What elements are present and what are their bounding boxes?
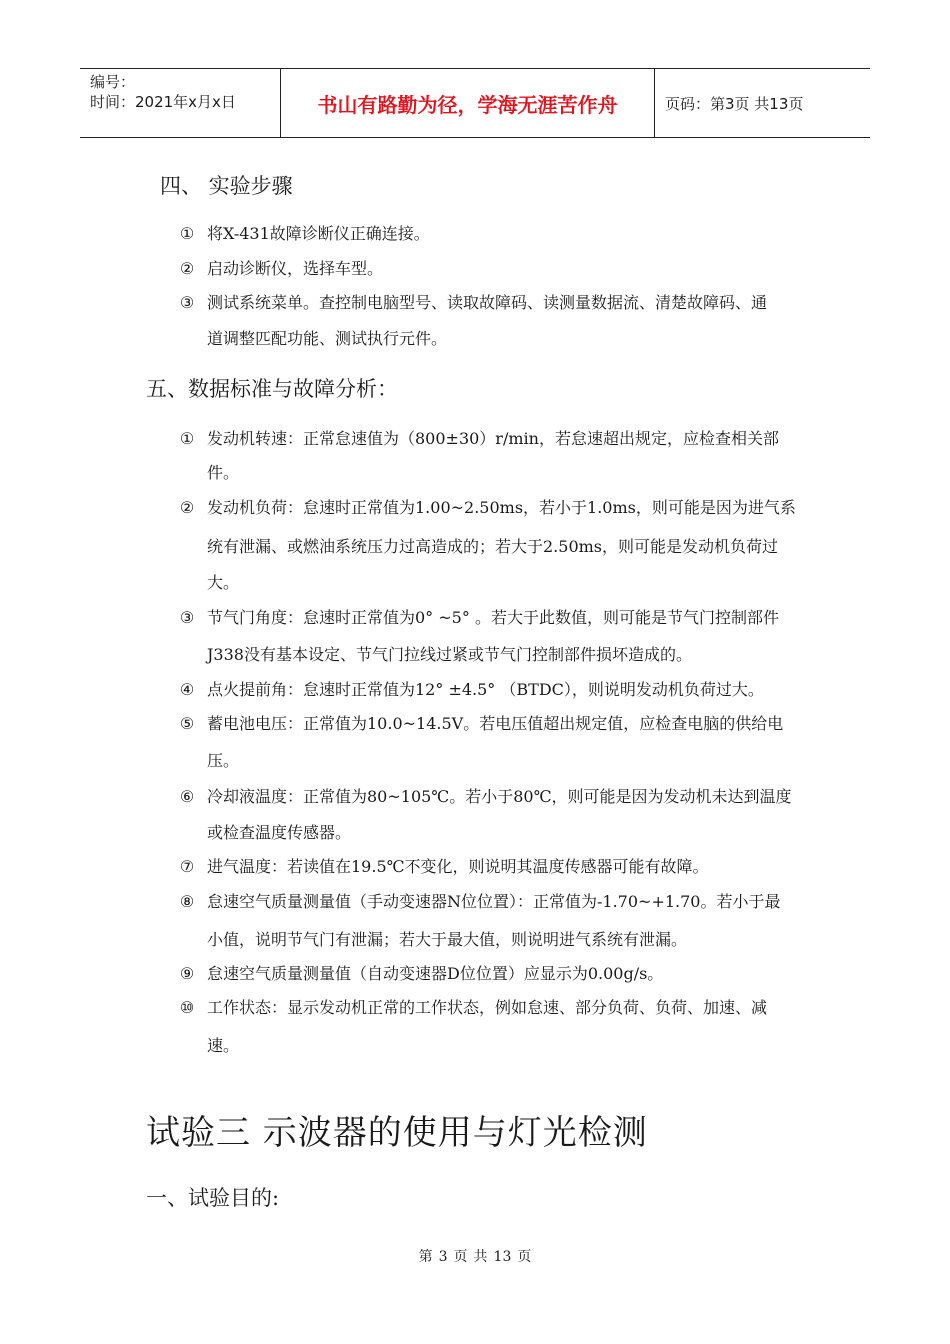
item-text-continued: 或检查温度传感器。 [207, 823, 352, 842]
footer-text: 页 [517, 1249, 532, 1265]
item-text: 点火提前角：怠速时正常值为12° ±4.5° （BTDC），则说明发动机负荷过大。 [207, 680, 764, 699]
footer-page-number: 3 [438, 1249, 448, 1265]
item-number: ③ [179, 608, 195, 627]
item-text-continued: 压。 [207, 751, 240, 770]
item-number: ④ [179, 680, 195, 699]
section5-heading: 五、数据标准与故障分析： [146, 377, 398, 401]
item-number: ⑤ [179, 714, 195, 733]
item-text-continued: 件。 [207, 463, 240, 482]
item-text: 怠速空气质量测量值（自动变速器D位位置）应显示为0.00g/s。 [207, 964, 664, 983]
item-number: ② [179, 498, 195, 517]
item-number: ② [179, 259, 195, 278]
item-number: ① [179, 224, 195, 243]
item-number: ⑧ [179, 892, 195, 911]
item-number: ⑥ [179, 787, 195, 806]
footer-text: 页 [453, 1249, 468, 1265]
item-text: 启动诊断仪，选择车型。 [207, 259, 384, 278]
footer-total-pages: 13 [493, 1249, 512, 1265]
header-page-number: 页码：第3页 共13页 [665, 94, 804, 113]
item-text: 进气温度：若读值在19.5℃不变化，则说明其温度传感器可能有故障。 [207, 857, 709, 876]
page-footer [0, 1246, 950, 1266]
item-text-continued: 大。 [207, 573, 240, 592]
item-number: ⑩ [179, 998, 195, 1017]
header-motto: 书山有路勤为径，学海无涯苦作舟 [281, 69, 655, 137]
item-text: 节气门角度：怠速时正常值为0° ~5° 。若大于此数值，则可能是节气门控制部件 [207, 608, 779, 627]
document-date-label: 时间：2021年x月x日 [90, 93, 236, 111]
item-text: 发动机转速：正常怠速值为（800±30）r/min，若怠速超出规定，应检查相关部 [207, 429, 779, 448]
item-text: 工作状态：显示发动机正常的工作状态，例如怠速、部分负荷、负荷、加速、减 [207, 998, 768, 1017]
item-text-continued: 道调整匹配功能、测试执行元件。 [207, 329, 448, 348]
experiment-title: 试验三 示波器的使用与灯光检测 [146, 1113, 648, 1153]
page-header [80, 68, 870, 138]
item-text: 冷却液温度：正常值为80~105℃。若小于80℃，则可能是因为发动机未达到温度 [207, 787, 792, 806]
item-number: ③ [179, 293, 195, 312]
footer-text: 第 [418, 1249, 433, 1265]
item-text-continued: 统有泄漏、或燃油系统压力过高造成的；若大于2.50ms，则可能是发动机负荷过 [207, 537, 779, 556]
experiment-purpose-heading: 一、试验目的: [146, 1186, 280, 1210]
item-text: 发动机负荷：怠速时正常值为1.00~2.50ms，若小于1.0ms，则可能是因为进气系 [207, 498, 796, 517]
item-text: 测试系统菜单。查控制电脑型号、读取故障码、读测量数据流、清楚故障码、通 [207, 293, 768, 312]
item-number: ⑨ [179, 964, 195, 983]
item-number: ① [179, 429, 195, 448]
header-meta [80, 69, 281, 137]
item-number: ⑦ [179, 857, 195, 876]
item-text-continued: J338没有基本设定、节气门拉线过紧或节气门控制部件损坏造成的。 [207, 645, 692, 664]
section4-heading: 四、 实验步骤 [160, 174, 293, 198]
item-text: 蓄电池电压：正常值为10.0~14.5V。若电压值超出规定值，应检查电脑的供给电 [207, 714, 784, 733]
document-number-label: 编号： [90, 73, 136, 91]
item-text: 怠速空气质量测量值（手动变速器N位位置）：正常值为-1.70~+1.70。若小于最 [207, 892, 781, 911]
item-text-continued: 小值，说明节气门有泄漏；若大于最大值，则说明进气系统有泄漏。 [207, 930, 688, 949]
item-text: 将X-431故障诊断仪正确连接。 [207, 224, 430, 243]
item-text-continued: 速。 [207, 1036, 240, 1055]
footer-text: 共 [473, 1249, 488, 1265]
